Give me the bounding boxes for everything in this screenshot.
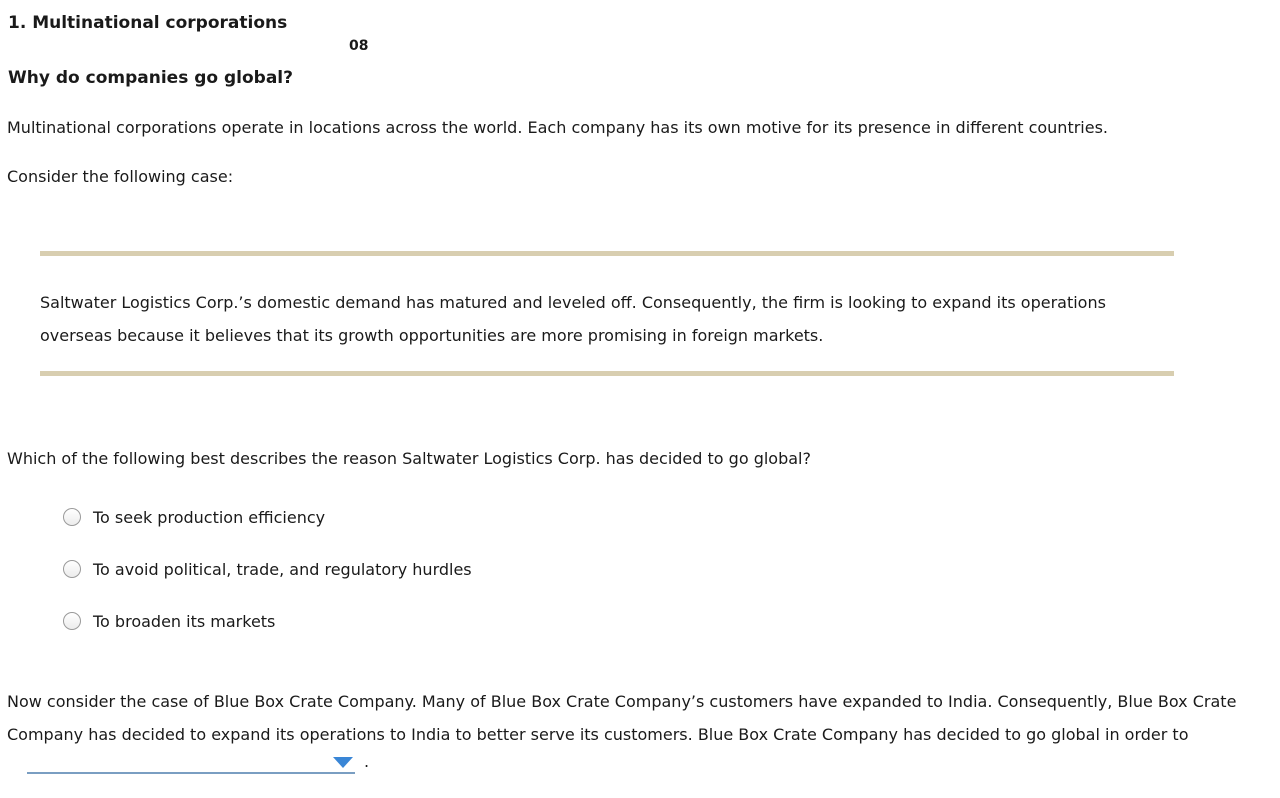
option-label: To seek production efficiency <box>93 507 326 527</box>
answer-options <box>63 506 472 662</box>
case-paragraph: Saltwater Logistics Corp.’s domestic demand has matured and leveled off. Consequently, the firm is looking to expand its operations overseas because it believes that its growth opportunities are more promising in foreign markets. <box>40 293 1106 345</box>
sentence-period: . <box>364 752 370 771</box>
question-title: 1. Multinational corporations <box>8 13 288 33</box>
intro-paragraph: Multinational corporations operate in locations across the world. Each company has its own motive for its presence in different countries. <box>7 118 1109 137</box>
section-heading: Why do companies go global? <box>8 68 293 88</box>
radio-button[interactable] <box>63 508 81 526</box>
option-label: To broaden its markets <box>93 611 276 631</box>
question-code: 08 <box>349 38 369 54</box>
radio-button[interactable] <box>63 612 81 630</box>
caret-down-icon[interactable] <box>333 757 353 768</box>
case-top-divider <box>40 251 1174 256</box>
radio-button[interactable] <box>63 560 81 578</box>
option-label: To avoid political, trade, and regulatory hurdles <box>93 559 472 579</box>
option-production-efficiency[interactable] <box>63 506 472 528</box>
option-avoid-hurdles[interactable] <box>63 558 472 580</box>
answer-dropdown[interactable] <box>27 752 355 774</box>
case-bottom-divider <box>40 371 1174 376</box>
case2-paragraph: Now consider the case of Blue Box Crate Company. Many of Blue Box Crate Company’s customers have expanded to India. Consequently, Blue Box Crate Company has decided to expand its operations to India to better serve its customers. Blue Box Crate Company has decided to go global in order to <box>7 692 1237 744</box>
option-broaden-markets[interactable] <box>63 610 472 632</box>
consider-label: Consider the following case: <box>7 167 234 186</box>
question-prompt: Which of the following best describes the reason Saltwater Logistics Corp. has decided to go global? <box>7 449 811 468</box>
